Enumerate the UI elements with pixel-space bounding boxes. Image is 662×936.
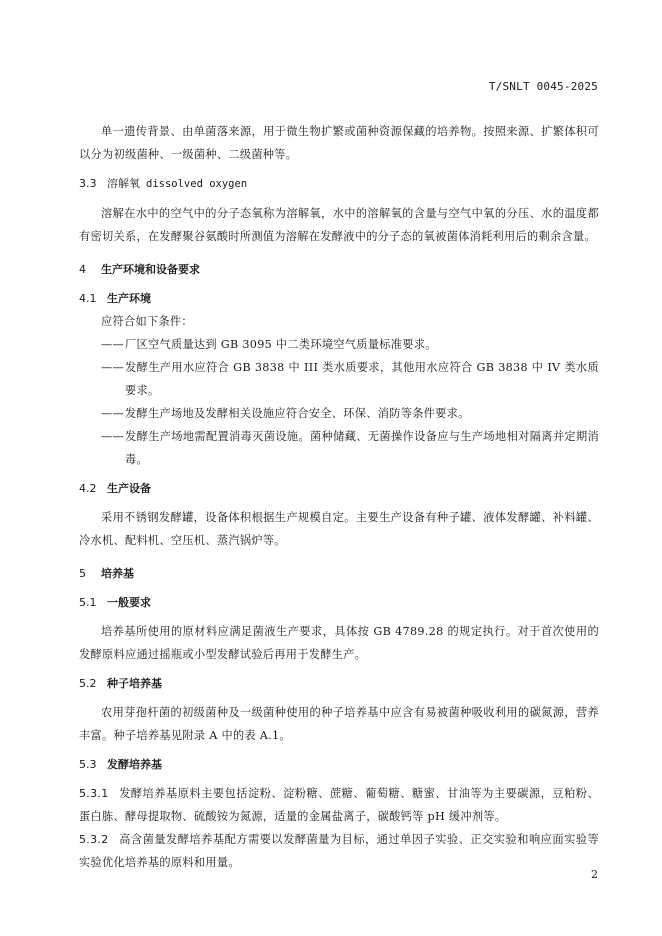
section-5-1-heading <box>79 591 599 614</box>
section-number: 5.3.2 <box>79 833 109 846</box>
section-4-1-heading <box>79 287 599 310</box>
section-title: 溶解氧 <box>107 177 140 190</box>
section-number: 3.3 <box>79 177 97 190</box>
section-number: 4.2 <box>79 482 97 495</box>
section-4-1-intro: 应符合如下条件： <box>101 315 193 328</box>
dash-marker: —— <box>101 338 124 351</box>
list-item <box>79 333 599 356</box>
list-item <box>79 402 599 425</box>
list-item-text: 厂区空气质量达到 GB 3095 中二类环境空气质量标准要求。 <box>125 338 437 351</box>
page-number: 2 <box>591 868 598 881</box>
section-title: 生产环境 <box>107 292 151 305</box>
section-number: 5 <box>79 567 86 580</box>
section-3-3-text: 溶解在水中的空气中的分子态氧称为溶解氧，水中的溶解氧的含量与空气中氧的分压、水的温度都有密切关系，在发酵聚谷氨酸时所测值为溶解在发酵液中的分子态的氧被菌体消耗利用后的剩余含量。 <box>79 207 599 243</box>
section-5-3-2 <box>79 828 599 874</box>
list-item-text: 发酵生产场地及发酵相关设施应符合安全、环保、消防等条件要求。 <box>125 407 470 420</box>
section-title: 培养基 <box>101 567 134 580</box>
section-5-3-heading <box>79 753 599 776</box>
list-item-text: 发酵生产场地需配置消毒灭菌设施。菌种储藏、无菌操作设备应与生产场地相对隔离并定期消毒。 <box>125 430 599 466</box>
section-number: 4.1 <box>79 292 97 305</box>
standard-code: T/SNLT 0045-2025 <box>488 80 598 93</box>
section-number: 5.3 <box>79 758 97 771</box>
section-number: 5.3.1 <box>79 787 109 800</box>
section-5-1-text: 培养基所使用的原材料应满足菌液生产要求，具体按 GB 4789.28 的规定执行。对于首次使用的发酵原料应通过摇瓶或小型发酵试验后再用于发酵生产。 <box>79 625 599 661</box>
section-4-2-text: 采用不锈钢发酵罐，设备体积根据生产规模自定。主要生产设备有种子罐、液体发酵罐、补料罐、冷水机、配料机、空压机、蒸汽锅炉等。 <box>79 511 599 547</box>
section-title: 种子培养基 <box>107 677 162 690</box>
section-5-heading <box>79 562 599 585</box>
continued-paragraph: 单一遗传背景、由单菌落来源，用于微生物扩繁或菌种资源保藏的培养物。按照来源、扩繁体积可以分为初级菌种、一级菌种、二级菌种等。 <box>79 125 599 161</box>
section-title: 发酵培养基 <box>107 758 162 771</box>
section-4-heading <box>79 258 599 281</box>
section-5-2-text: 农用芽孢杆菌的初级菌种及一级菌种使用的种子培养基中应含有易被菌种吸收利用的碳氮源，营养丰富。种子培养基见附录 A 中的表 A.1。 <box>79 706 599 742</box>
list-item-text: 发酵生产用水应符合 GB 3838 中 III 类水质要求，其他用水应符合 GB 3838 中 IV 类水质要求。 <box>125 361 599 397</box>
section-title: 生产设备 <box>107 482 151 495</box>
section-4-2-heading <box>79 477 599 500</box>
section-text: 高含菌量发酵培养基配方需要以发酵菌量为目标，通过单因子实验、正交实验和响应面实验等实验优化培养基的原料和用量。 <box>79 833 599 869</box>
dash-marker: —— <box>101 361 124 374</box>
section-5-2-heading <box>79 672 599 695</box>
section-number: 5.2 <box>79 677 97 690</box>
section-english-term: dissolved oxygen <box>146 178 248 190</box>
section-title: 生产环境和设备要求 <box>101 263 200 276</box>
section-number: 4 <box>79 263 86 276</box>
section-5-3-1 <box>79 782 599 828</box>
section-3-3-heading <box>79 172 599 196</box>
dash-marker: —— <box>101 407 124 420</box>
list-item <box>79 425 599 471</box>
dash-marker: —— <box>101 430 124 443</box>
section-title: 一般要求 <box>107 596 151 609</box>
environment-requirements-list <box>79 333 599 471</box>
section-number: 5.1 <box>79 596 97 609</box>
list-item <box>79 356 599 402</box>
section-text: 发酵培养基原料主要包括淀粉、淀粉糖、蔗糖、葡萄糖、糖蜜、甘油等为主要碳源，豆粕粉、蛋白胨、酵母提取物、硫酸铵为氮源，适量的金属盐离子，碳酸钙等 pH 缓冲剂等。 <box>79 787 599 823</box>
document-body <box>79 120 599 874</box>
